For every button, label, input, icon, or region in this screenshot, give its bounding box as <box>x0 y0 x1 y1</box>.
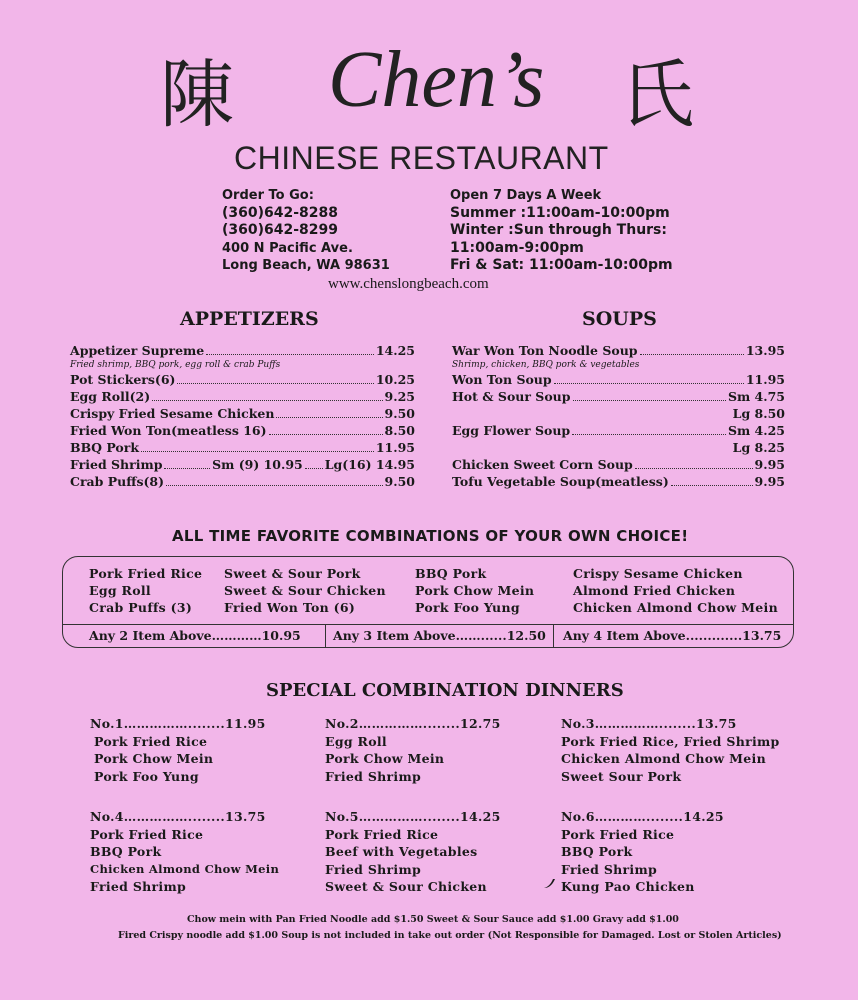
leader-dots <box>177 383 373 384</box>
hours-info <box>450 187 673 275</box>
website-link[interactable]: www.chenslongbeach.com <box>328 276 489 292</box>
combo-item: Sweet & Sour Chicken <box>224 583 386 598</box>
menu-item-price: 9.50 <box>384 474 415 489</box>
combo-item: Egg Roll <box>89 583 151 598</box>
favorites-title: ALL TIME FAVORITE COMBINATIONS OF YOUR OWN CHOICE! <box>172 527 689 545</box>
street-address: 400 N Pacific Ave. <box>222 240 353 256</box>
dinner-item: Pork Chow Mein <box>94 751 214 766</box>
footer-note-1: Chow mein with Pan Fried Noodle add $1.50 Sweet & Sour Sauce add $1.00 Gravy add $1.00 <box>187 914 679 925</box>
dinner-item: Pork Fried Rice, Fried Shrimp <box>561 733 780 749</box>
dinner-item: Beef with Vegetables <box>325 844 478 859</box>
phone-number-2: (360)642-8299 <box>222 222 339 238</box>
appetizers-list <box>70 343 415 491</box>
chinese-character-chen: 陳 <box>160 52 234 138</box>
dinner-item: Sweet Sour Pork <box>561 768 682 784</box>
dinner-heading: No.6…………........14.25 <box>561 809 724 824</box>
soups-list <box>452 343 785 491</box>
hours-line: 11:00am-9:00pm <box>450 239 584 256</box>
combo-column-3 <box>415 565 534 616</box>
combo-item: Pork Foo Yung <box>415 600 520 615</box>
menu-item-name: Egg Roll(2) <box>70 389 151 404</box>
dinner-no-3 <box>561 715 780 785</box>
city-address: Long Beach, WA 98631 <box>222 258 390 273</box>
menu-item-name: BBQ Pork <box>70 440 140 455</box>
menu-item-price: 11.95 <box>375 440 415 455</box>
dinner-no-1 <box>90 715 266 785</box>
dinner-heading: No.3……………........13.75 <box>561 716 737 731</box>
dinner-item: Fried Shrimp <box>90 879 187 894</box>
dinners-title: SPECIAL COMBINATION DINNERS <box>266 680 624 701</box>
footer-note-2: Fired Crispy noodle add $1.00 Soup is not included in take out order (Not Responsible for Damaged. Lost or Stolen Articles) <box>118 930 782 941</box>
order-to-go-label: Order To Go: <box>222 188 314 203</box>
menu-item-price: 14.25 <box>375 343 415 358</box>
hours-line: Summer :11:00am-10:00pm <box>450 204 670 221</box>
combo-item: Chicken Almond Chow Mein <box>573 600 778 615</box>
combo-divider-vertical <box>553 624 554 647</box>
menu-item-price: 9.50 <box>384 406 415 421</box>
dinner-item: Kung Pao Chicken <box>561 879 695 894</box>
menu-item <box>452 457 785 474</box>
menu-item <box>452 406 785 423</box>
dinner-heading: No.1……………........11.95 <box>90 716 266 731</box>
menu-item-price: 9.95 <box>754 457 785 472</box>
combo-column-2 <box>224 565 386 616</box>
menu-item-name: Won Ton Soup <box>452 372 552 387</box>
menu-item <box>452 474 785 491</box>
menu-item-name: Egg Flower Soup <box>452 423 571 438</box>
combo-item: BBQ Pork <box>415 566 487 581</box>
menu-item-price: Sm 4.75 <box>727 389 785 404</box>
combo-item: Pork Chow Mein <box>415 583 535 598</box>
leader-dots <box>572 434 726 435</box>
combo-divider-vertical <box>325 624 326 647</box>
combo-column-1 <box>89 565 202 616</box>
menu-item <box>452 389 785 406</box>
combo-item: Crispy Sesame Chicken <box>573 566 743 581</box>
combo-item: Fried Won Ton (6) <box>224 600 356 615</box>
dinner-item: Sweet & Sour Chicken <box>325 879 487 894</box>
appetizers-title: APPETIZERS <box>180 308 319 330</box>
hours-line: Winter :Sun through Thurs: <box>450 222 667 238</box>
dinner-item: Fried Shrimp <box>325 768 422 784</box>
combo-price-any-3: Any 3 Item Above……......12.50 <box>333 628 546 643</box>
menu-item-price: 8.50 <box>384 423 415 438</box>
menu-item-price: Lg 8.50 <box>732 406 785 421</box>
dinner-item: BBQ Pork <box>90 844 162 859</box>
leader-dots <box>166 485 383 486</box>
leader-dots <box>141 451 374 452</box>
menu-item-price: Sm 4.25 <box>727 423 785 438</box>
combo-divider <box>63 624 793 625</box>
menu-item <box>70 389 415 406</box>
dinner-item: Chicken Almond Chow Mein <box>90 861 280 876</box>
menu-item-note: Fried shrimp, BBQ pork, egg roll & crab Puffs <box>70 360 281 370</box>
dinner-item: Pork Chow Mein <box>325 751 445 766</box>
menu-item <box>452 423 785 440</box>
menu-item <box>452 440 785 457</box>
dinner-item: Pork Fried Rice <box>325 826 439 842</box>
leader-dots <box>305 468 323 469</box>
menu-item <box>70 423 415 440</box>
leader-dots <box>276 417 382 418</box>
combo-item: Pork Fried Rice <box>89 566 203 581</box>
menu-item-name: Appetizer Supreme <box>70 343 205 358</box>
menu-item <box>70 343 415 360</box>
combo-column-4 <box>573 565 778 616</box>
dinner-item: Pork Fried Rice <box>561 826 675 842</box>
menu-item-name: Crab Puffs(8) <box>70 474 165 489</box>
menu-item-name: Chicken Sweet Corn Soup <box>452 457 633 472</box>
dinner-no-2 <box>325 715 501 785</box>
menu-item-name: Fried Shrimp <box>70 457 163 472</box>
menu-item-price: 9.95 <box>754 474 785 489</box>
soups-title: SOUPS <box>582 308 657 330</box>
chinese-character-shi: 氏 <box>620 52 694 138</box>
dinner-item: Egg Roll <box>325 733 387 749</box>
leader-dots <box>269 434 383 435</box>
menu-item <box>452 343 785 360</box>
menu-item-price: 10.25 <box>375 372 415 387</box>
leader-dots <box>573 400 726 401</box>
dinner-heading: No.5……………........14.25 <box>325 809 501 824</box>
leader-dots <box>206 354 374 355</box>
dinner-no-6 <box>561 808 724 896</box>
order-info <box>222 187 390 275</box>
menu-item-name: War Won Ton Noodle Soup <box>452 343 638 358</box>
dinner-no-5 <box>325 808 501 896</box>
phone-number-1: (360)642-8288 <box>222 204 339 221</box>
menu-item-price: 13.95 <box>745 343 785 358</box>
chili-pepper-icon <box>543 878 557 890</box>
dinner-item: BBQ Pork <box>561 844 633 859</box>
hours-line: Fri & Sat: 11:00am-10:00pm <box>450 257 673 273</box>
leader-dots <box>554 383 744 384</box>
dinner-item: Pork Foo Yung <box>94 768 199 784</box>
dinner-item: Fried Shrimp <box>561 861 658 877</box>
combo-item: Almond Fried Chicken <box>573 583 736 598</box>
dinner-item: Pork Fried Rice <box>90 826 204 842</box>
combo-item: Crab Puffs (3) <box>89 600 193 615</box>
leader-dots <box>164 468 210 469</box>
menu-item-price-large: Lg(16) 14.95 <box>324 457 415 472</box>
menu-item-price: 9.25 <box>384 389 415 404</box>
dinner-no-4 <box>90 808 279 896</box>
leader-dots <box>152 400 382 401</box>
menu-item <box>70 457 415 474</box>
menu-item-name: Fried Won Ton(meatless 16) <box>70 423 267 438</box>
combo-price-any-4: Any 4 Item Above.............13.75 <box>563 628 782 643</box>
dinner-heading: No.2……………........12.75 <box>325 716 501 731</box>
dinner-item: Pork Fried Rice <box>94 733 208 749</box>
menu-item <box>70 372 415 389</box>
leader-dots <box>671 485 753 486</box>
menu-item-name: Hot & Sour Soup <box>452 389 571 404</box>
menu-item <box>70 440 415 457</box>
menu-item-name: Pot Stickers(6) <box>70 372 176 387</box>
menu-item-price: Sm (9) 10.95 <box>212 457 303 472</box>
menu-item <box>70 406 415 423</box>
combo-item: Sweet & Sour Pork <box>224 566 361 581</box>
restaurant-brand-name: Chen’s <box>328 36 545 124</box>
leader-dots <box>640 354 744 355</box>
menu-item <box>452 372 785 389</box>
restaurant-subtitle: CHINESE RESTAURANT <box>234 140 609 176</box>
dinner-item: Fried Shrimp <box>325 861 422 877</box>
menu-item-price: Lg 8.25 <box>732 440 785 455</box>
menu-item-name: Crispy Fried Sesame Chicken <box>70 406 275 421</box>
combo-price-any-2: Any 2 Item Above…………10.95 <box>89 628 301 643</box>
leader-dots <box>635 468 753 469</box>
hours-line: Open 7 Days A Week <box>450 188 602 203</box>
menu-item-price: 11.95 <box>745 372 785 387</box>
dinner-heading: No.4……………........13.75 <box>90 809 266 824</box>
dinner-item: Chicken Almond Chow Mein <box>561 751 766 766</box>
menu-item <box>70 474 415 491</box>
menu-item-note: Shrimp, chicken, BBQ pork & vegetables <box>452 360 640 370</box>
menu-item-name: Tofu Vegetable Soup(meatless) <box>452 474 669 489</box>
favorite-combinations-box <box>62 556 794 648</box>
